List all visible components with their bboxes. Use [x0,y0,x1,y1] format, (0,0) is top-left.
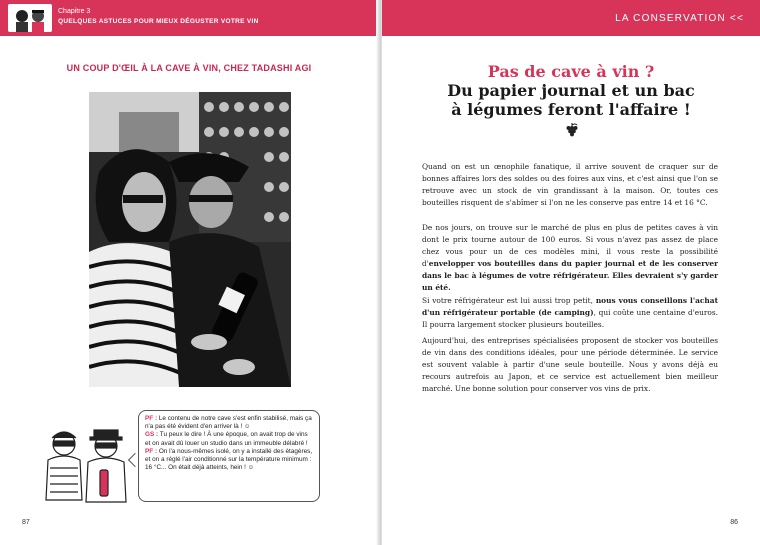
paragraph-2-bold: envelopper vos bouteilles dans du papier journal et de les conserver dans le bac à légumes de votre réfrigérateur. Elles devraient s'y garder un été. [422,259,718,293]
grape-icon [565,123,579,139]
sommeliers-illustration [36,420,134,510]
header-band-right [382,0,760,36]
speaker-label: PF : [145,447,158,455]
left-page [0,0,378,545]
chapter-label: Chapitre 3 [58,8,91,15]
paragraph-1: Quand on est un œnophile fanatique, il arrive souvent de craquer sur de bonnes affaires lors des soldes ou des foires aux vins, et c'est ainsi que l'on se retrouve avec un stock de vin grandissant à la maison. Or, toutes ces bouteilles risquent de s'abîmer si l'on ne les conserve pas entre 14 et 16 °C. [422,162,718,208]
bubble-line: On l'a nous-mêmes isolé, on y a installé des étagères, et on a réglé l'air conditionné sur la température minimum : 16 °C... On était déjà atteints, hein ! ☺ [145,447,313,472]
paragraph-2-text: De nos jours, on trouve sur le marché de plus en plus de petites caves à vin dont le prix tourne autour de 100 euros. Si vous n'avez pas assez de place chez vous pour un de ces modèles mini, il vous reste la possibilité d' [422,223,718,269]
paragraph-3: Aujourd'hui, des entreprises spécialisées proposent de stocker vos bouteilles de vin dans des conditions idéales, pour une période déterminée. Le service est souvent valable à partir d'une seule bouteille. Nous y avons déjà eu recours autrefois au Japon, et ce service est actuellement bien meilleur marché. Une bonne solution pour conserver vos vins de prix. [422,336,718,394]
paragraph-2 [422,222,718,331]
chapter-title: QUELQUES ASTUCES POUR MIEUX DÉGUSTER VOTRE VIN [58,18,259,25]
bubble-line: Le contenu de notre cave s'est enfin stabilisé, mais ça n'a pas été évident d'en arriver là ! ☺ [145,415,312,431]
section-title: LA CONSERVATION << [615,13,744,24]
right-page [382,0,760,545]
article-title-line2: Du papier journal et un bac [447,81,695,100]
header-band-left [0,0,378,36]
speaker-label: GS : [145,431,159,439]
speech-bubble [138,410,320,502]
page-number-right: 86 [730,519,738,526]
speaker-label: PF : [145,415,158,422]
article-title-line1: Pas de cave à vin ? [487,62,655,81]
photo-heading: UN COUP D'ŒIL À LA CAVE À VIN, CHEZ TADASHI AGI [66,63,312,73]
paragraph-2-bold: nous vous conseillons l'achat d'un réfrigérateur portable (de camping) [422,295,718,317]
page-number-left: 87 [22,519,30,526]
cellar-photo [89,92,291,387]
paragraph-2-text: Si votre réfrigérateur est lui aussi trop petit, [422,295,596,305]
paragraph-2-text: , qui coûte une centaine d'euros. Il pourra largement stocker plusieurs bouteilles. [422,307,718,329]
bubble-line: Tu peux le dire ! À une époque, on avait trop de vins et on avait dû louer un studio dans un immeuble délabré ! [145,431,308,447]
chapter-tag-illustration [8,4,52,32]
article-title-line3: à légumes feront l'affaire ! [451,100,691,119]
